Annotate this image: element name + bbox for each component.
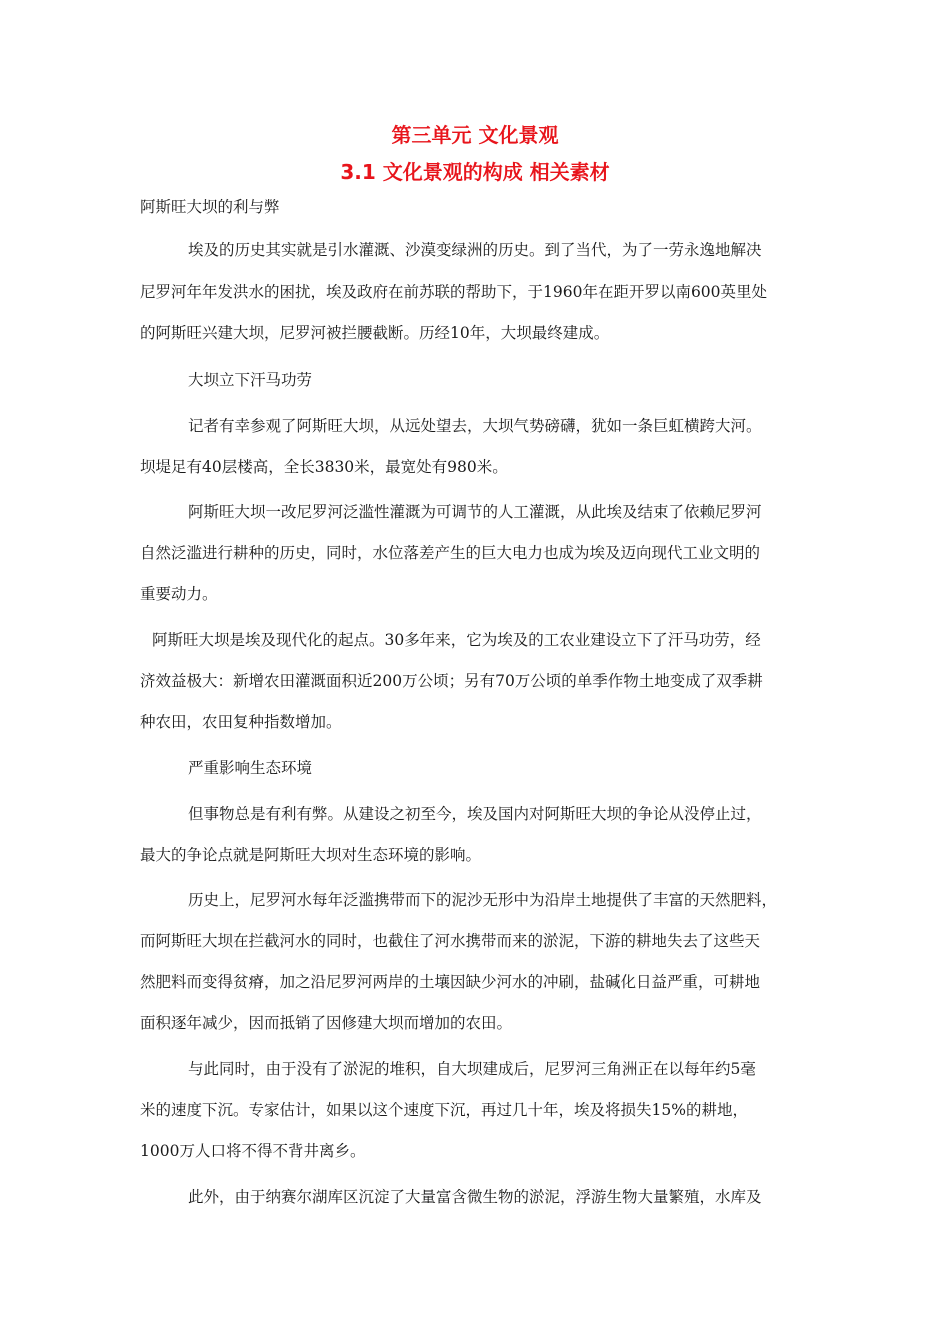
text-line: 坝堤足有40层楼高，全长3830米，最宽处有980米。 — [140, 458, 508, 476]
text-line: 历史上，尼罗河水每年泛滥携带而下的泥沙无形中为沿岸土地提供了丰富的天然肥料， — [188, 891, 778, 909]
text-line: 济效益极大：新增农田灌溉面积近200万公顷；另有70万公顷的单季作物土地变成了双季耕 — [140, 672, 763, 690]
text-line: 而阿斯旺大坝在拦截河水的同时，也截住了河水携带而来的淤泥，下游的耕地失去了这些天 — [140, 932, 761, 950]
text-line: 埃及的历史其实就是引水灌溉、沙漠变绿洲的历史。到了当代，为了一劳永逸地解决 — [188, 241, 762, 259]
text-line: 自然泛滥进行耕种的历史，同时，水位落差产生的巨大电力也成为埃及迈向现代工业文明的 — [140, 544, 761, 562]
text-line: 的阿斯旺兴建大坝，尼罗河被拦腰截断。历经10年，大坝最终建成。 — [140, 324, 610, 342]
text-line: 重要动力。 — [140, 585, 218, 603]
text-line: 此外，由于纳赛尔湖库区沉淀了大量富含微生物的淤泥，浮游生物大量繁殖，水库及 — [188, 1188, 762, 1206]
document-title: 第三单元 文化景观 — [391, 123, 559, 147]
text-line: 阿斯旺大坝是埃及现代化的起点。30多年来，它为埃及的工农业建设立下了汗马功劳，经 — [152, 631, 761, 649]
text-line: 大坝立下汗马功劳 — [188, 371, 313, 389]
document-subtitle: 3.1 文化景观的构成 相关素材 — [340, 160, 610, 184]
text-line: 与此同时，由于没有了淤泥的堆积，自大坝建成后，尼罗河三角洲正在以每年约5毫 — [188, 1060, 756, 1078]
text-line: 然肥料而变得贫瘠，加之沿尼罗河两岸的土壤因缺少河水的冲刷，盐碱化日益严重，可耕地 — [140, 973, 761, 991]
text-line: 阿斯旺大坝一改尼罗河泛滥性灌溉为可调节的人工灌溉，从此埃及结束了依赖尼罗河 — [188, 503, 762, 521]
text-line: 面积逐年减少，因而抵销了因修建大坝而增加的农田。 — [140, 1014, 513, 1032]
text-line: 种农田，农田复种指数增加。 — [140, 713, 342, 731]
text-line: 尼罗河年年发洪水的困扰，埃及政府在前苏联的帮助下，于1960年在距开罗以南600英里处 — [140, 283, 768, 301]
text-line: 但事物总是有利有弊。从建设之初至今，埃及国内对阿斯旺大坝的争论从没停止过， — [188, 805, 762, 823]
text-line: 米的速度下沉。专家估计，如果以这个速度下沉，再过几十年，埃及将损失15%的耕地， — [140, 1101, 748, 1119]
text-line: 最大的争论点就是阿斯旺大坝对生态环境的影响。 — [140, 846, 482, 864]
text-line: 1000万人口将不得不背井离乡。 — [140, 1142, 366, 1160]
text-line: 严重影响生态环境 — [188, 759, 313, 777]
text-line: 记者有幸参观了阿斯旺大坝，从远处望去，大坝气势磅礴，犹如一条巨虹横跨大河。 — [188, 417, 762, 435]
text-line: 阿斯旺大坝的利与弊 — [140, 198, 280, 216]
